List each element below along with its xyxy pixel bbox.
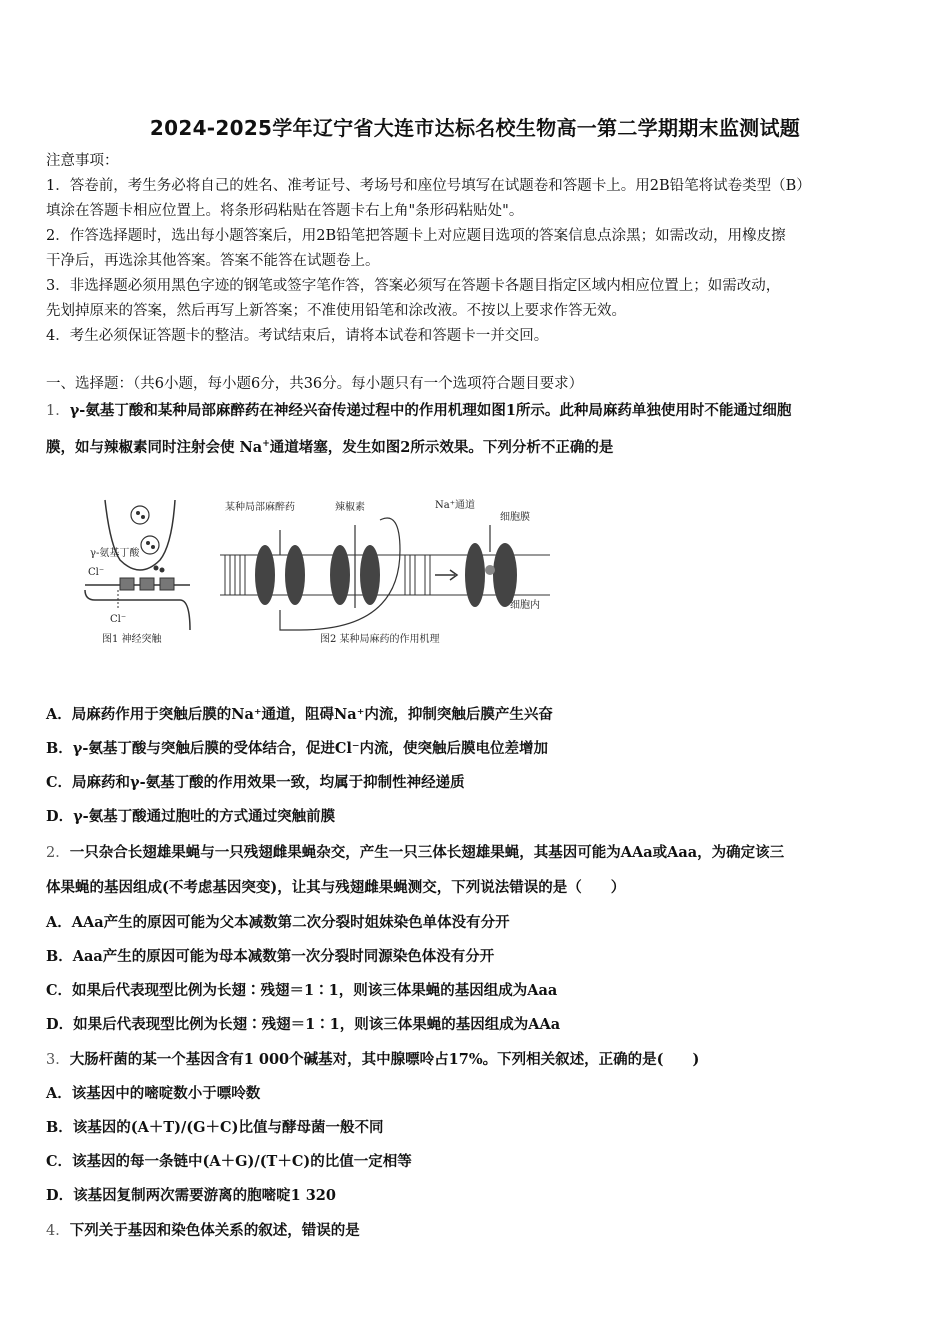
label-anesthetic: 某种局部麻醉药	[225, 502, 295, 513]
notice-line: 1．答卷前，考生务必将自己的姓名、准考证号、考场号和座位号填写在试题卷和答题卡上。用2B铅笔将试卷类型（B）	[46, 178, 811, 194]
question-2-stem	[46, 843, 908, 863]
page-title: 2024-2025学年辽宁省大连市达标名校生物高一第二学期期末监测试题	[149, 116, 801, 140]
notice-line: 3．非选择题必须用黑色字迹的钢笔或签字笔作答，答案必须写在答题卡各题目指定区域内相应位置上；如需改动，	[46, 278, 781, 294]
question-number: 1．	[46, 403, 70, 419]
question-4-stem	[46, 1221, 908, 1241]
question-2-stem-cont: 体果蝇的基因组成(不考虑基因突变)，让其与残翅雌果蝇测交，下列说法错误的是（ ）	[46, 879, 626, 896]
question-1-stem-cont	[46, 438, 908, 458]
question-number: 3．	[46, 1052, 70, 1068]
option-a: A．局麻药作用于突触后膜的Na⁺通道，阻碍Na⁺内流，抑制突触后膜产生兴奋	[46, 706, 553, 723]
label-membrane: 细胞膜	[500, 512, 530, 523]
question-1-stem	[46, 401, 908, 421]
notice-line: 先划掉原来的答案，然后再写上新答案；不准使用铅笔和涂改液。不按以上要求作答无效。	[46, 303, 626, 319]
option-c: C．该基因的每一条链中(A＋G)/(T＋C)的比值一定相等	[46, 1153, 412, 1170]
synapse-diagram	[85, 500, 190, 645]
label-gaba: γ-氨基丁酸	[90, 548, 140, 559]
label-na-channel: Na⁺通道	[435, 500, 475, 511]
label-cl-bottom: Cl⁻	[110, 614, 127, 625]
option-b: B．γ-氨基丁酸与突触后膜的受体结合，促进Cl⁻内流，使突触后膜电位差增加	[46, 740, 549, 757]
label-cl-top: Cl⁻	[88, 567, 105, 578]
option-d: D．γ-氨基丁酸通过胞吐的方式通过突触前膜	[46, 808, 336, 825]
label-inside: 细胞内	[510, 600, 540, 611]
caption-fig2: 图2 某种局麻药的作用机理	[320, 634, 440, 645]
option-c: C．局麻药和γ-氨基丁酸的作用效果一致，均属于抑制性神经递质	[46, 774, 465, 791]
question-text: 下列关于基因和染色体关系的叙述，错误的是	[69, 1222, 360, 1239]
option-a: A．该基因中的嘧啶数小于嘌呤数	[46, 1085, 261, 1102]
section-heading: 一、选择题：（共6小题，每小题6分，共36分。每小题只有一个选项符合题目要求）	[46, 376, 584, 392]
option-c: C．如果后代表现型比例为长翅∶残翅＝1∶1，则该三体果蝇的基因组成为Aaa	[46, 982, 558, 999]
notice-line: 4．考生必须保证答题卡的整洁。考试结束后，请将本试卷和答题卡一并交回。	[46, 328, 549, 344]
question-text: 大肠杆菌的某一个基因含有1 000个碱基对，其中腺嘌呤占17%。下列相关叙述，正确的是( )	[69, 1051, 700, 1068]
notice-line: 干净后，再选涂其他答案。答案不能答在试题卷上。	[46, 253, 380, 269]
channel-diagram	[220, 498, 550, 645]
option-a: A．AAa产生的原因可能为父本减数第二次分裂时姐妹染色单体没有分开	[46, 914, 510, 931]
option-b: B．Aaa产生的原因可能为母本减数第一次分裂时同源染色体没有分开	[46, 948, 495, 965]
question-text: γ-氨基丁酸和某种局部麻醉药在神经兴奋传递过程中的作用机理如图1所示。此种局麻药单独使用时不能通过细胞	[69, 402, 792, 419]
question-text: 通道堵塞，发生如图2所示效果。下列分析不正确的是	[269, 439, 614, 456]
notice-line: 填涂在答题卡相应位置上。将条形码粘贴在答题卡右上角"条形码粘贴处"。	[46, 203, 524, 219]
question-number: 4．	[46, 1223, 70, 1239]
question-text: 一只杂合长翅雄果蝇与一只残翅雌果蝇杂交，产生一只三体长翅雄果蝇，其基因可能为AAa或Aaa，为确定该三	[69, 844, 785, 861]
question-number: 2．	[46, 845, 70, 861]
question-text: 膜，如与辣椒素同时注射会使 Na	[46, 439, 263, 456]
label-capsaicin: 辣椒素	[335, 502, 365, 513]
question-3-stem	[46, 1050, 908, 1070]
caption-fig1: 图1 神经突触	[102, 634, 162, 645]
notice-line: 2．作答选择题时，选出每小题答案后，用2B铅笔把答题卡上对应题目选项的答案信息点涂黑；如需改动，用橡皮擦	[46, 228, 786, 244]
notice-heading: 注意事项：	[46, 153, 119, 169]
option-d: D．如果后代表现型比例为长翅∶残翅＝1∶1，则该三体果蝇的基因组成为AAa	[46, 1016, 561, 1033]
superscript: +	[262, 439, 270, 450]
option-d: D．该基因复制两次需要游离的胞嘧啶1 320	[46, 1187, 336, 1204]
mechanism-figure	[80, 490, 550, 650]
option-b: B．该基因的(A＋T)/(G＋C)比值与酵母菌一般不同	[46, 1119, 384, 1136]
